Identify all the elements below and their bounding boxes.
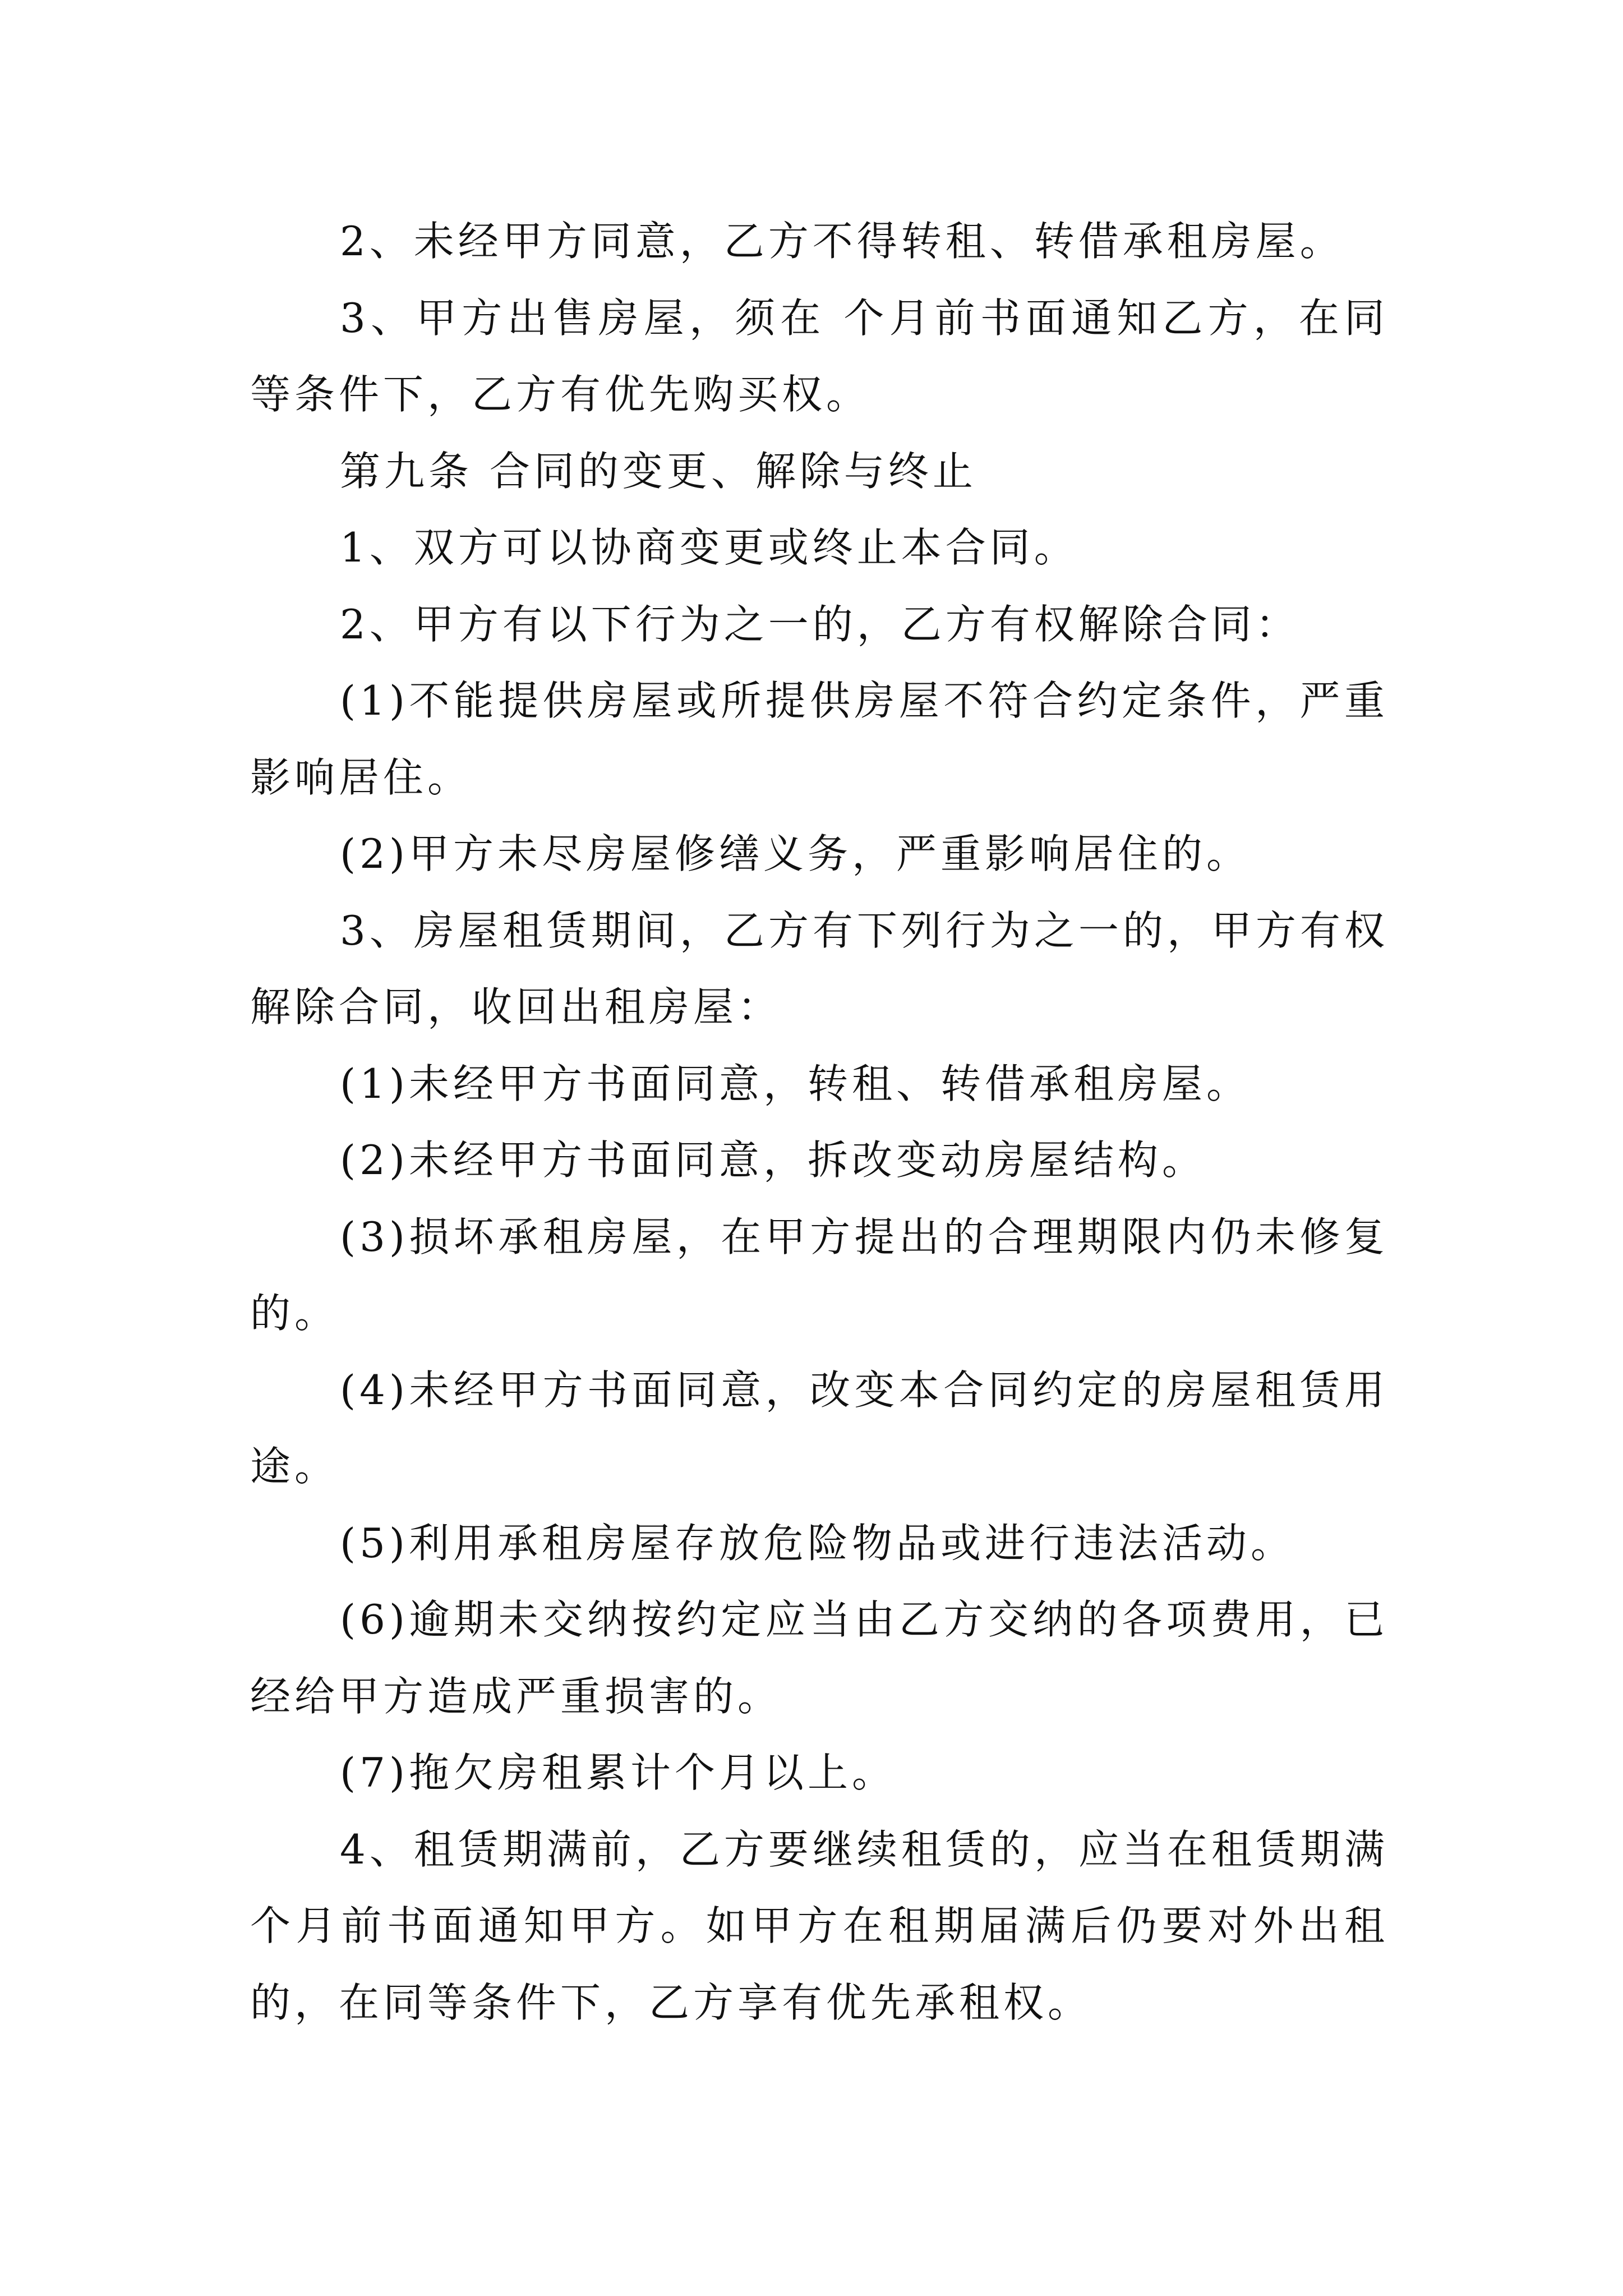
section-heading: 第九条 合同的变更、解除与终止: [340, 447, 977, 495]
paragraph: 3、甲方出售房屋，须在 个月前书面通知乙方，在同等条件下，乙方有优先购买权。: [250, 294, 1389, 418]
list-item: (4)未经甲方书面同意，改变本合同约定的房屋租赁用途。: [250, 1366, 1389, 1490]
list-item: (7)拖欠房租累计个月以上。: [340, 1749, 896, 1796]
list-item: (1)未经甲方书面同意，转租、转借承租房屋。: [340, 1060, 1251, 1107]
list-item: (3)损坏承租房屋，在甲方提出的合理期限内仍未修复的。: [250, 1213, 1389, 1337]
list-item: (2)未经甲方书面同意，拆改变动房屋结构。: [340, 1137, 1206, 1184]
paragraph: 1、双方可以协商变更或终止本合同。: [340, 524, 1078, 571]
paragraph: 4、租赁期满前，乙方要继续租赁的，应当在租赁期满个月前书面通知甲方。如甲方在租期届满后仍要对外出租的，在同等条件下，乙方享有优先承租权。: [250, 1825, 1389, 2026]
list-item: (6)逾期未交纳按约定应当由乙方交纳的各项费用，已经给甲方造成严重损害的。: [250, 1596, 1389, 1720]
document-body: [250, 203, 1389, 2041]
paragraph: 2、甲方有以下行为之一的，乙方有权解除合同：: [340, 600, 1300, 648]
list-item: (2)甲方未尽房屋修缮义务，严重影响居住的。: [340, 830, 1251, 877]
list-item: (1)不能提供房屋或所提供房屋不符合约定条件，严重影响居住。: [250, 677, 1389, 801]
paragraph: 2、未经甲方同意，乙方不得转租、转借承租房屋。: [340, 218, 1344, 265]
paragraph: 3、房屋租赁期间，乙方有下列行为之一的，甲方有权解除合同，收回出租房屋：: [250, 907, 1389, 1030]
list-item: (5)利用承租房屋存放危险物品或进行违法活动。: [340, 1519, 1295, 1567]
